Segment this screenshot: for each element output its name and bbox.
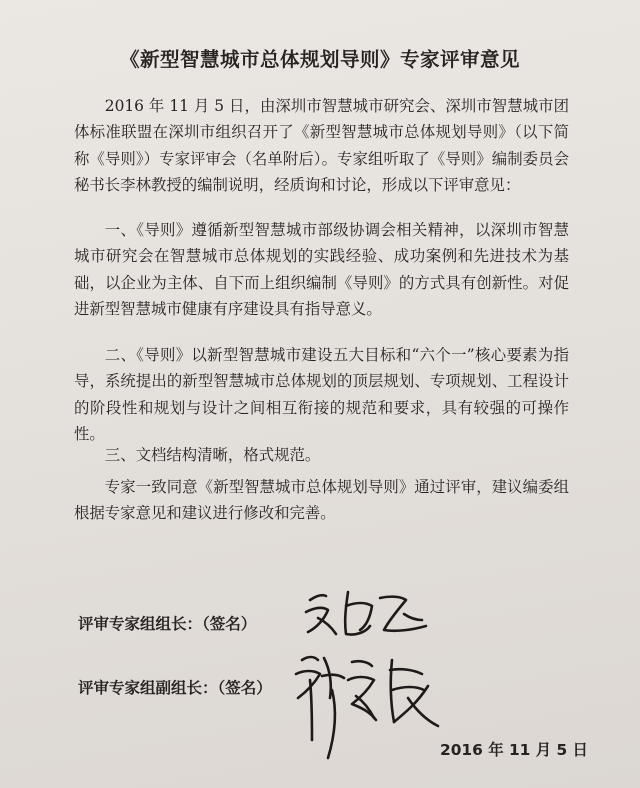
- leader-sign-note: （签名）: [202, 615, 257, 633]
- leader-signature-line: [78, 612, 256, 634]
- deputy-label: 评审专家组副组长：: [78, 679, 218, 697]
- opinion-item-3: 三、文档结构清晰，格式规范。: [104, 446, 321, 464]
- leader-label: 评审专家组组长：: [78, 615, 203, 633]
- deputy-sign-note: （签名）: [217, 679, 272, 697]
- deputy-handwritten-signature: [290, 640, 450, 765]
- intro-paragraph: 2016 年 11 月 5 日，由深圳市智慧城市研究会、深圳市智慧城市团体标准联盟在深圳市组织召开了《新型智慧城市总体规划导则》（以下简称《导则》）专家评审会（名单附后）。专家组听取了《导则》编制委员会秘书长李林教授的编制说明，经质询和讨论，形成以下评审意见：: [74, 97, 569, 195]
- document-date: 2016 年 11 月 5 日: [440, 741, 588, 759]
- opinion-item-1: 一、《导则》遵循新型智慧城市部级协调会相关精神，以深圳市智慧城市研究会在智慧城市总体规划的实践经验、成功案例和先进技术为基础，以企业为主体、自下而上组织编制《导则》的方式具有创新性。对促进新型智慧城市健康有序建设具有指导意义。: [74, 221, 569, 319]
- opinion-item-2: 二、《导则》以新型智慧城市建设五大目标和“六个一”核心要素为指导，系统提出的新型智慧城市总体规划的顶层规划、专项规划、工程设计的阶段性和规划与设计之间相互衔接的规范和要求，具有较强的可操作性。: [74, 346, 569, 444]
- conclusion-paragraph: 专家一致同意《新型智慧城市总体规划导则》通过评审，建议编委组根据专家意见和建议进行修改和完善。: [74, 478, 569, 523]
- leader-handwritten-signature: [296, 578, 436, 648]
- document-title: 《新型智慧城市总体规划导则》专家评审意见: [119, 48, 520, 71]
- deputy-signature-line: [78, 676, 272, 698]
